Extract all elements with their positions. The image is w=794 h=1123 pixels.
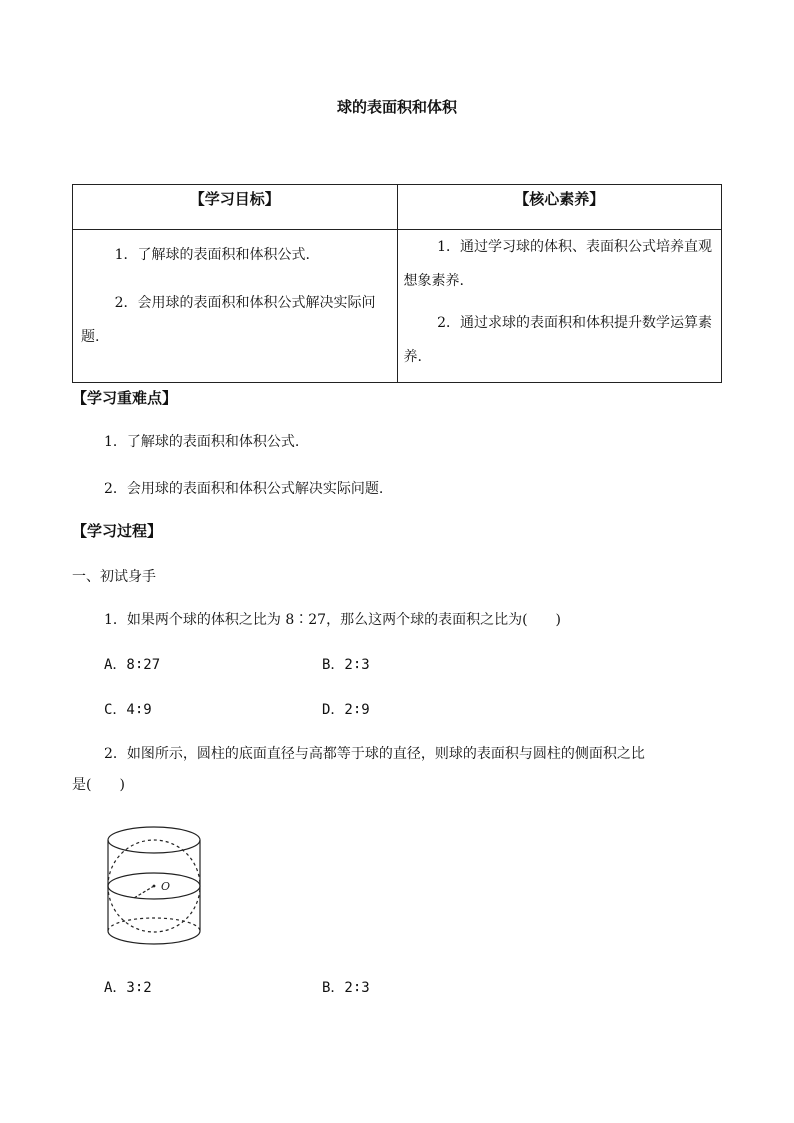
q2-option-a: A．3∶2	[104, 980, 152, 996]
objectives-header-cell	[73, 185, 398, 230]
equator-back	[108, 873, 200, 886]
center-label: O	[161, 880, 171, 893]
objectives-header: 【学习目标】	[189, 190, 280, 208]
question-1-stem: 1．如果两个球的体积之比为 8∶27，那么这两个球的表面积之比为( )	[104, 612, 562, 628]
q1-option-d: D．2∶9	[322, 702, 370, 718]
goals-table	[72, 184, 722, 383]
objective-item: 2．会用球的表面积和体积公式解决实际问题.	[81, 295, 376, 345]
question-2-stem-cont: 是( )	[72, 777, 125, 793]
objective-item: 1．了解球的表面积和体积公式.	[114, 247, 310, 263]
center-point	[153, 885, 156, 888]
cylinder-sphere-figure	[104, 820, 204, 950]
q2-option-b: B．2∶3	[322, 980, 370, 996]
radius-line	[134, 886, 154, 898]
sphere-outline-lower	[108, 886, 200, 932]
q1-option-b: B．2∶3	[322, 657, 370, 673]
cylinder-bottom-back	[108, 918, 200, 931]
cylinder-bottom-front	[108, 931, 200, 944]
literacy-item: 2．通过求球的表面积和体积提升数学运算素养.	[403, 315, 712, 365]
q1-option-c: C．4∶9	[104, 702, 152, 718]
part-heading: 一、初试身手	[72, 569, 156, 585]
page-title: 球的表面积和体积	[336, 98, 457, 116]
literacy-cell	[397, 230, 722, 383]
literacy-item: 1．通过学习球的体积、表面积公式培养直观想象素养.	[403, 239, 712, 289]
objectives-cell	[73, 230, 398, 383]
sphere-outline-upper	[108, 840, 200, 886]
literacy-header: 【核心素养】	[514, 190, 605, 208]
q1-option-a: A．8∶27	[104, 657, 161, 673]
key-point-item: 1．了解球的表面积和体积公式.	[104, 434, 300, 450]
literacy-header-cell	[397, 185, 722, 230]
process-heading: 【学习过程】	[72, 522, 163, 540]
key-point-item: 2．会用球的表面积和体积公式解决实际问题.	[104, 481, 384, 497]
question-2-stem: 2．如图所示，圆柱的底面直径与高都等于球的直径，则球的表面积与圆柱的侧面积之比	[104, 746, 645, 762]
key-points-heading: 【学习重难点】	[72, 389, 178, 407]
equator-front	[108, 886, 200, 899]
